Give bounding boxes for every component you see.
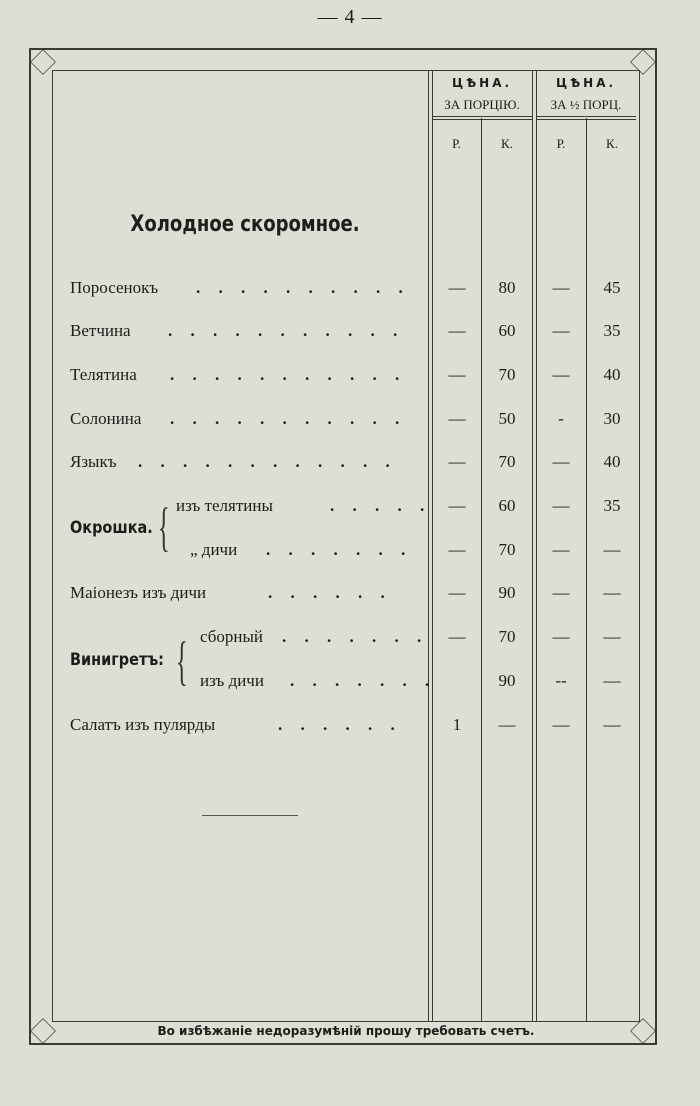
price-kopecks: 90	[498, 583, 516, 602]
leader-dots: . . . . . . . . . . .	[170, 365, 407, 384]
header-rule	[432, 116, 532, 117]
price-kopecks: —	[498, 715, 516, 734]
col-rubles-portion: Р.	[452, 136, 461, 151]
price-kopecks: 70	[498, 452, 516, 471]
half-price-rubles: --	[555, 671, 567, 690]
column-divider	[586, 118, 587, 1022]
group-label: Винигретъ:	[70, 650, 164, 670]
col-kopecks-portion: К.	[501, 136, 513, 151]
dish-name: „ дичи	[190, 540, 238, 559]
half-price-rubles: —	[552, 540, 570, 559]
header-rule	[536, 119, 636, 120]
dish-name: Салатъ изъ пулярды	[70, 715, 216, 734]
brace-icon: {	[158, 497, 170, 557]
price-kopecks: 50	[498, 409, 516, 428]
price-rubles: —	[448, 365, 466, 384]
price-kopecks: 70	[498, 365, 516, 384]
price-rubles: —	[448, 321, 466, 340]
per-half-portion-label: ЗА ½ ПОРЦ.	[550, 97, 622, 112]
per-portion-label: ЗА ПОРЦІЮ.	[444, 97, 520, 112]
half-price-kopecks: 30	[603, 409, 621, 428]
half-price-kopecks: —	[603, 671, 621, 690]
leader-dots: . . . . . . . . . .	[196, 278, 410, 297]
dish-name: Языкъ	[70, 452, 117, 471]
price-rubles: —	[448, 278, 466, 297]
leader-dots: . . . . .	[330, 496, 432, 515]
leader-dots: . . . . . .	[278, 715, 402, 734]
leader-dots: . . . . . . . . . . .	[170, 409, 407, 428]
dish-name: Телятина	[70, 365, 137, 384]
leader-dots: . . . . . . .	[282, 627, 429, 646]
leader-dots: . . . . . . .	[266, 540, 413, 559]
half-price-rubles: —	[552, 496, 570, 515]
price-kopecks: 70	[498, 627, 516, 646]
column-divider	[481, 118, 482, 1022]
price-kopecks: 60	[498, 496, 516, 515]
dish-name: изъ телятины	[176, 496, 273, 515]
leader-dots: . . . . . . .	[290, 671, 437, 690]
price-rubles: —	[448, 409, 466, 428]
half-price-rubles: —	[552, 452, 570, 471]
half-price-rubles: —	[552, 715, 570, 734]
half-price-kopecks: —	[603, 540, 621, 559]
price-kopecks: 90	[498, 671, 516, 690]
header-rule	[536, 116, 636, 117]
half-price-kopecks: 40	[603, 452, 621, 471]
leader-dots: . . . . . . . . . . . .	[138, 452, 397, 471]
dish-name: Солонина	[70, 409, 142, 428]
half-price-kopecks: 45	[603, 278, 621, 297]
half-price-kopecks: —	[603, 627, 621, 646]
price-rubles: 1	[452, 715, 462, 734]
half-price-kopecks: 40	[603, 365, 621, 384]
col-kopecks-half: К.	[606, 136, 618, 151]
group-label: Окрошка.	[70, 518, 153, 538]
half-price-rubles: —	[552, 365, 570, 384]
column-divider	[532, 70, 533, 1022]
column-divider	[428, 70, 429, 1022]
price-kopecks: 80	[498, 278, 516, 297]
price-rubles: —	[448, 627, 466, 646]
half-price-rubles: —	[552, 583, 570, 602]
price-label-half: ЦѢНА.	[555, 76, 617, 90]
half-price-rubles: —	[552, 627, 570, 646]
leader-dots: . . . . . . . . . . .	[168, 321, 405, 340]
dish-name: изъ дичи	[200, 671, 264, 690]
price-label-portion: ЦѢНА.	[451, 76, 513, 90]
leader-dots: . . . . . .	[268, 583, 392, 602]
half-price-kopecks: —	[603, 715, 621, 734]
half-price-rubles: —	[552, 321, 570, 340]
half-price-rubles: —	[552, 278, 570, 297]
brace-icon: {	[176, 631, 188, 691]
half-price-kopecks: 35	[603, 496, 621, 515]
price-rubles: —	[448, 540, 466, 559]
half-price-kopecks: —	[603, 583, 621, 602]
price-rubles: —	[448, 583, 466, 602]
col-rubles-half: Р.	[556, 136, 566, 151]
section-title: Холодное скоромное.	[130, 212, 360, 237]
page-number: — 4 —	[317, 6, 383, 28]
dish-name: Маіонезъ изъ дичи	[70, 583, 207, 602]
dish-name: Поросенокъ	[70, 278, 159, 297]
footer-note: Во избѣжаніе недоразумѣній прошу требовать счетъ.	[157, 1024, 535, 1038]
price-kopecks: 60	[498, 321, 516, 340]
half-price-rubles: -	[558, 409, 564, 428]
price-kopecks: 70	[498, 540, 516, 559]
dish-name: Ветчина	[70, 321, 131, 340]
corner-ornament	[30, 49, 56, 75]
dish-name: сборный	[200, 627, 264, 646]
half-price-kopecks: 35	[603, 321, 621, 340]
price-rubles: —	[448, 452, 466, 471]
price-rubles: —	[448, 496, 466, 515]
section-divider	[202, 815, 298, 816]
corner-ornament	[630, 49, 656, 75]
header-rule	[432, 119, 532, 120]
